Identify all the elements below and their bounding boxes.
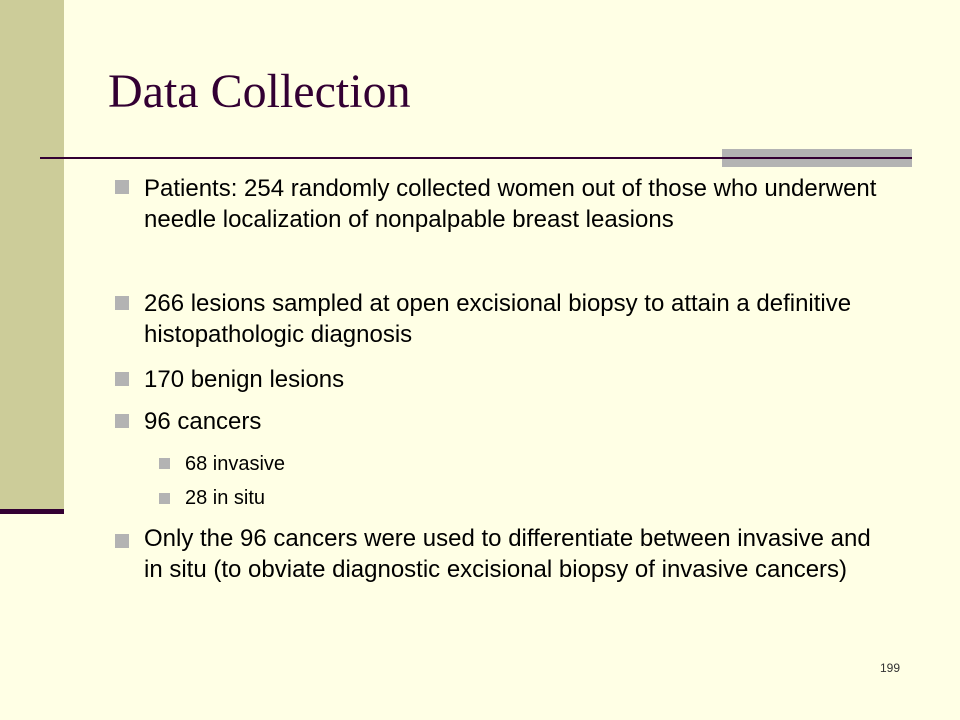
bullet-text: 170 benign lesions bbox=[144, 366, 345, 393]
sub-bullet-text: 68 invasive bbox=[185, 453, 286, 475]
square-bullet-icon bbox=[115, 372, 129, 386]
square-bullet-icon bbox=[115, 180, 129, 194]
sub-bullet-text: 28 in situ bbox=[185, 487, 266, 509]
square-bullet-icon bbox=[115, 414, 129, 428]
bullet-text: Patients: 254 randomly collected women out of those who underwent needle localization of nonpalpable breast leasions bbox=[144, 175, 877, 233]
bullet-text: Only the 96 cancers were used to differentiate between invasive and in situ (to obviate diagnostic excisional biopsy of invasive cancers) bbox=[144, 525, 871, 583]
square-bullet-icon bbox=[159, 493, 170, 504]
bullet-text: 266 lesions sampled at open excisional biopsy to attain a definitive histopathologic diagnosis bbox=[144, 290, 852, 348]
square-bullet-icon bbox=[115, 534, 129, 548]
bullet-text: 96 cancers bbox=[144, 408, 262, 435]
page-number: 199 bbox=[880, 661, 901, 675]
square-bullet-icon bbox=[115, 296, 129, 310]
square-bullet-icon bbox=[159, 458, 170, 469]
slide-title: Data Collection bbox=[108, 65, 411, 118]
